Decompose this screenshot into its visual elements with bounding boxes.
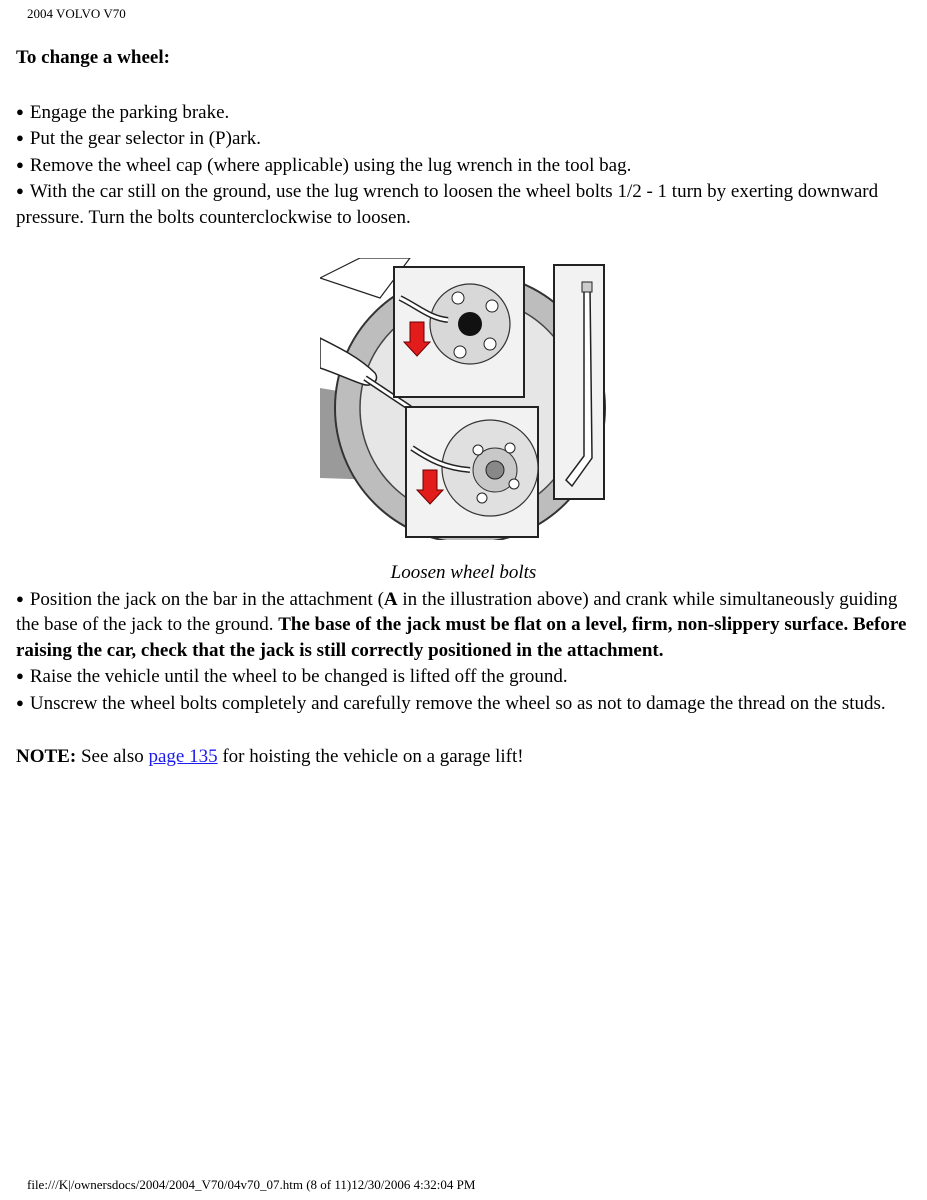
footer-file-path: file:///K|/ownersdocs/2004/2004_V70/04v70_07.htm (8 of 11)12/30/2006 4:32:04 PM xyxy=(27,1177,476,1192)
jack-text-pre: Position the jack on the bar in the attachment ( xyxy=(29,588,384,610)
jack-warning: The base of the jack must be flat on a level, firm, non-slippery surface. Before raising the car, check that the jack is still correctly positioned in the attachment. xyxy=(16,614,907,661)
bullet-icon: ● xyxy=(16,103,24,119)
jack-text-post: in the illustration above) and crank while simultaneously guiding the base of the jack to the ground. xyxy=(16,588,898,635)
list-item-text: With the car still on the ground, use the lug wrench to loosen the wheel bolts 1/2 - 1 turn by exerting downward pressure. Turn the bolts counterclockwise to loosen. xyxy=(16,181,879,228)
list-item xyxy=(16,99,911,126)
note-paragraph xyxy=(16,744,911,770)
document-header: 2004 VOLVO V70 xyxy=(27,6,126,21)
list-item xyxy=(16,586,911,664)
list-item-text: Unscrew the wheel bolts completely and carefully remove the wheel so as not to damage the thread on the studs. xyxy=(29,692,886,714)
list-item xyxy=(16,178,911,230)
list-item xyxy=(16,152,911,179)
list-item xyxy=(16,690,911,717)
list-item-text: Put the gear selector in (P)ark. xyxy=(29,128,261,149)
main-content xyxy=(16,45,911,770)
figure-caption: Loosen wheel bolts xyxy=(390,562,537,583)
wheel-bolts-illustration xyxy=(320,258,612,540)
note-text-pre: See also xyxy=(76,746,149,767)
list-item-text: Engage the parking brake. xyxy=(29,101,230,123)
wheel-bolts-drawing xyxy=(320,258,612,540)
note-text-post: for hoisting the vehicle on a garage lift! xyxy=(217,746,524,767)
list-item-text: Remove the wheel cap (where applicable) using the lug wrench in the tool bag. xyxy=(29,154,632,176)
bullet-icon: ● xyxy=(16,668,24,683)
bullet-icon: ● xyxy=(16,183,24,198)
label-a: A xyxy=(383,588,398,610)
list-item xyxy=(16,125,911,152)
bullet-icon: ● xyxy=(16,130,24,145)
list-item xyxy=(16,663,911,690)
bullet-icon: ● xyxy=(16,694,24,710)
bullet-icon: ● xyxy=(16,156,24,172)
section-title: To change a wheel: xyxy=(16,47,170,68)
note-label: NOTE: xyxy=(16,746,77,767)
list-item-text: Raise the vehicle until the wheel to be changed is lifted off the ground. xyxy=(29,666,568,687)
page-135-link[interactable]: page 135 xyxy=(148,746,218,767)
bullet-icon: ● xyxy=(16,590,24,606)
